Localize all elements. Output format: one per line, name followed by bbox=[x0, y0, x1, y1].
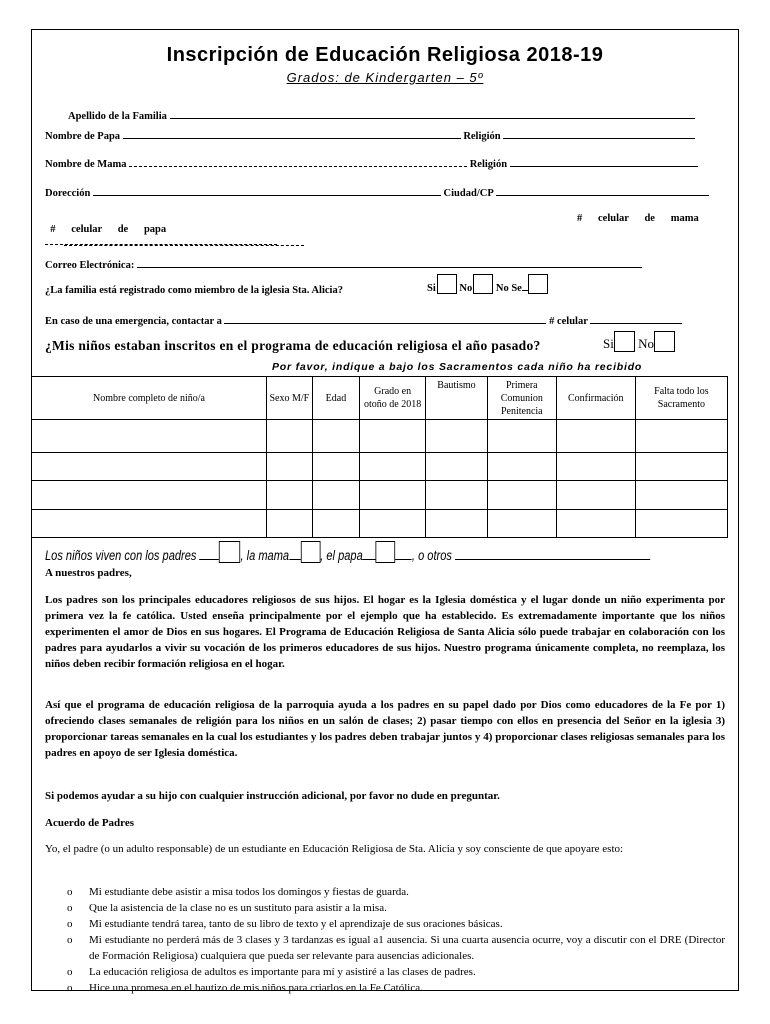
list-item: o Mi estudiante no perderá más de 3 clases y 3 tardanzas es igual a1 ausencia. Si una cuarta ausencia ocurre, voy a discutir con el DRE (Director de Formación Religiosa) cualquiera que pueda ser relevante para ausencias adicionales. bbox=[67, 934, 725, 962]
apellido-field[interactable] bbox=[170, 108, 695, 119]
cel-mama-field[interactable] bbox=[45, 234, 277, 245]
col-grado: Grado en otoño de 2018 bbox=[360, 377, 426, 420]
option-si-checkbox[interactable] bbox=[437, 274, 457, 294]
inscritos-question: ¿Mis niños estaban inscritos en el programa de educación religiosa el año pasado? bbox=[45, 338, 541, 353]
inscritos-row bbox=[45, 338, 541, 354]
inscritos-si-label: Si bbox=[603, 336, 614, 351]
agreement-list bbox=[45, 884, 725, 996]
viven-mama-checkbox[interactable] bbox=[301, 541, 321, 563]
emergencia-celular-label: # celular bbox=[549, 316, 588, 327]
emergencia-celular-field[interactable] bbox=[590, 313, 682, 324]
list-item: o Mi estudiante debe asistir a misa todos los domingos y fiestas de guarda. bbox=[67, 886, 409, 898]
col-nombre: Nombre completo de niño/a bbox=[32, 377, 267, 420]
direccion-row bbox=[45, 185, 709, 199]
cel-mama-field-row bbox=[45, 230, 277, 249]
option-no-label: No bbox=[459, 283, 473, 294]
sacramentos-instructions: Por favor, indique a bajo los Sacramentos cada niño ha recibido bbox=[272, 361, 643, 373]
nombre-papa-row bbox=[45, 128, 695, 142]
table-row bbox=[32, 510, 728, 538]
page-subtitle: Grados: de Kindergarten – 5º bbox=[286, 70, 484, 85]
col-bautismo: Bautismo bbox=[426, 377, 488, 420]
inscritos-no-label: No bbox=[638, 336, 654, 351]
religion-mama-field[interactable] bbox=[510, 156, 698, 167]
letter-paragraph-4: Yo, el padre (o un adulto responsable) de un estudiante en Educación Religiosa de Sta. Alicia y soy consciente de que apoyare esto: bbox=[45, 843, 624, 855]
viven-otros-label: , o otros bbox=[411, 548, 452, 563]
ciudad-label: Ciudad/CP bbox=[443, 188, 494, 199]
direccion-label: Dorección bbox=[45, 188, 91, 199]
nombre-mama-label: Nombre de Mama bbox=[45, 159, 127, 170]
col-edad: Edad bbox=[312, 377, 360, 420]
col-falta: Falta todo los Sacramento bbox=[635, 377, 727, 420]
viven-padres-checkbox[interactable] bbox=[219, 541, 240, 563]
col-sexo: Sexo M/F bbox=[267, 377, 313, 420]
letter-paragraph-2: Así que el programa de educación religiosa de la parroquia ayuda a los padres en su papel dado por Dios como educadores de la Fe por 1) ofreciendo clases semanales de religión para los niños en un salón de clases; 2) pasar tiempo con ellos en presencia del Señor en la iglesia 3) proporcionar tareas semanales en la cual los estudiantes y los padres deben trabajar juntos y 4) proporcionar clases religiosas semanales para los padres en apoyo de ser Iglesia doméstica. bbox=[45, 699, 725, 759]
religion-mama-label: Religión bbox=[469, 159, 508, 170]
col-confirmacion: Confirmación bbox=[556, 377, 635, 420]
inscritos-no-checkbox[interactable] bbox=[654, 331, 675, 352]
viven-papa-checkbox[interactable] bbox=[376, 541, 396, 563]
children-table bbox=[31, 376, 728, 538]
religion-papa-field[interactable] bbox=[503, 128, 695, 139]
list-item: o Que la asistencia de la clase no es un sustituto para asistir a la misa. bbox=[67, 902, 387, 914]
option-nose-checkbox[interactable] bbox=[528, 274, 548, 294]
direccion-field[interactable] bbox=[93, 185, 441, 196]
acuerdo-heading: Acuerdo de Padres bbox=[45, 817, 135, 829]
option-nose-label: No Se bbox=[495, 283, 522, 294]
apellido-label: Apellido de la Familia bbox=[68, 111, 167, 122]
cel-papa-label: # celular de papa bbox=[50, 224, 167, 235]
viven-otros-field[interactable] bbox=[455, 547, 650, 560]
list-item: o La educación religiosa de adultos es importante para mí y asistiré a las clases de padres. bbox=[67, 966, 476, 978]
list-item: o Hice una promesa en el bautizo de mis niños para criarlos en la Fe Católica. bbox=[67, 982, 423, 994]
table-row bbox=[32, 481, 728, 510]
inscritos-si-checkbox[interactable] bbox=[614, 331, 635, 352]
registrado-question: ¿La familia está registrado como miembro de la iglesia Sta. Alicia? bbox=[45, 285, 343, 296]
viven-papa-label: , el papa bbox=[320, 548, 363, 563]
correo-field[interactable] bbox=[137, 257, 642, 268]
emergencia-field[interactable] bbox=[224, 313, 546, 324]
ciudad-field[interactable] bbox=[496, 185, 709, 196]
nombre-papa-label: Nombre de Papa bbox=[45, 131, 121, 142]
apellido-row bbox=[68, 108, 695, 122]
viven-row bbox=[45, 541, 650, 563]
table-row bbox=[32, 420, 728, 453]
letter-paragraph-3: Si podemos ayudar a su hijo con cualquier instrucción adicional, por favor no dude en preguntar. bbox=[45, 790, 500, 802]
correo-label: Correo Electrónica: bbox=[45, 260, 135, 271]
option-no-checkbox[interactable] bbox=[473, 274, 493, 294]
page-title: Inscripción de Educación Religiosa 2018-19 bbox=[166, 44, 604, 66]
list-item: o Mi estudiante tendrá tarea, tanto de su libro de texto y el aprendizaje de sus oraciones básicas. bbox=[67, 918, 503, 930]
emergencia-label: En caso de una emergencia, contactar a bbox=[45, 316, 222, 327]
col-comunion: Primera Comunion Penitencia bbox=[487, 377, 556, 420]
salutation: A nuestros padres, bbox=[45, 567, 132, 579]
inscritos-options bbox=[603, 331, 675, 352]
table-header-row bbox=[32, 377, 728, 420]
letter-paragraph-1: Los padres son los principales educadores religiosos de sus hijos. El hogar es la Iglesia doméstica y el lugar donde un niño experimenta por primera vez la fe católica. Usted enseña principalmente por el ejemplo que ha establecido. Es extremadamente importante que los niños experimenten el amor de Dios en sus hogares. El Programa de Educación Religiosa de Santa Alicia sólo puede trabajar en colaboración con los padres para ayudarlos a vivir su vocación de los primeros educadores de sus hijos. Nuestro programa únicamente completa, no reemplaza, los niños deben recibir formación religiosa en el hogar. bbox=[45, 594, 725, 670]
registrado-row bbox=[45, 285, 343, 296]
option-si-label: Si bbox=[427, 283, 436, 294]
religion-papa-label: Religión bbox=[463, 131, 501, 142]
correo-row bbox=[45, 257, 642, 271]
emergencia-row bbox=[45, 313, 682, 327]
nombre-mama-field[interactable] bbox=[129, 156, 467, 167]
registrado-options bbox=[427, 274, 548, 294]
cel-mama-label: # celular de mama bbox=[577, 213, 699, 224]
viven-mama-label: , la mama bbox=[240, 548, 290, 563]
nombre-mama-row bbox=[45, 156, 698, 170]
viven-padres-label: Los niños viven con los padres bbox=[45, 548, 197, 563]
table-row bbox=[32, 453, 728, 481]
nombre-papa-field[interactable] bbox=[123, 128, 461, 139]
